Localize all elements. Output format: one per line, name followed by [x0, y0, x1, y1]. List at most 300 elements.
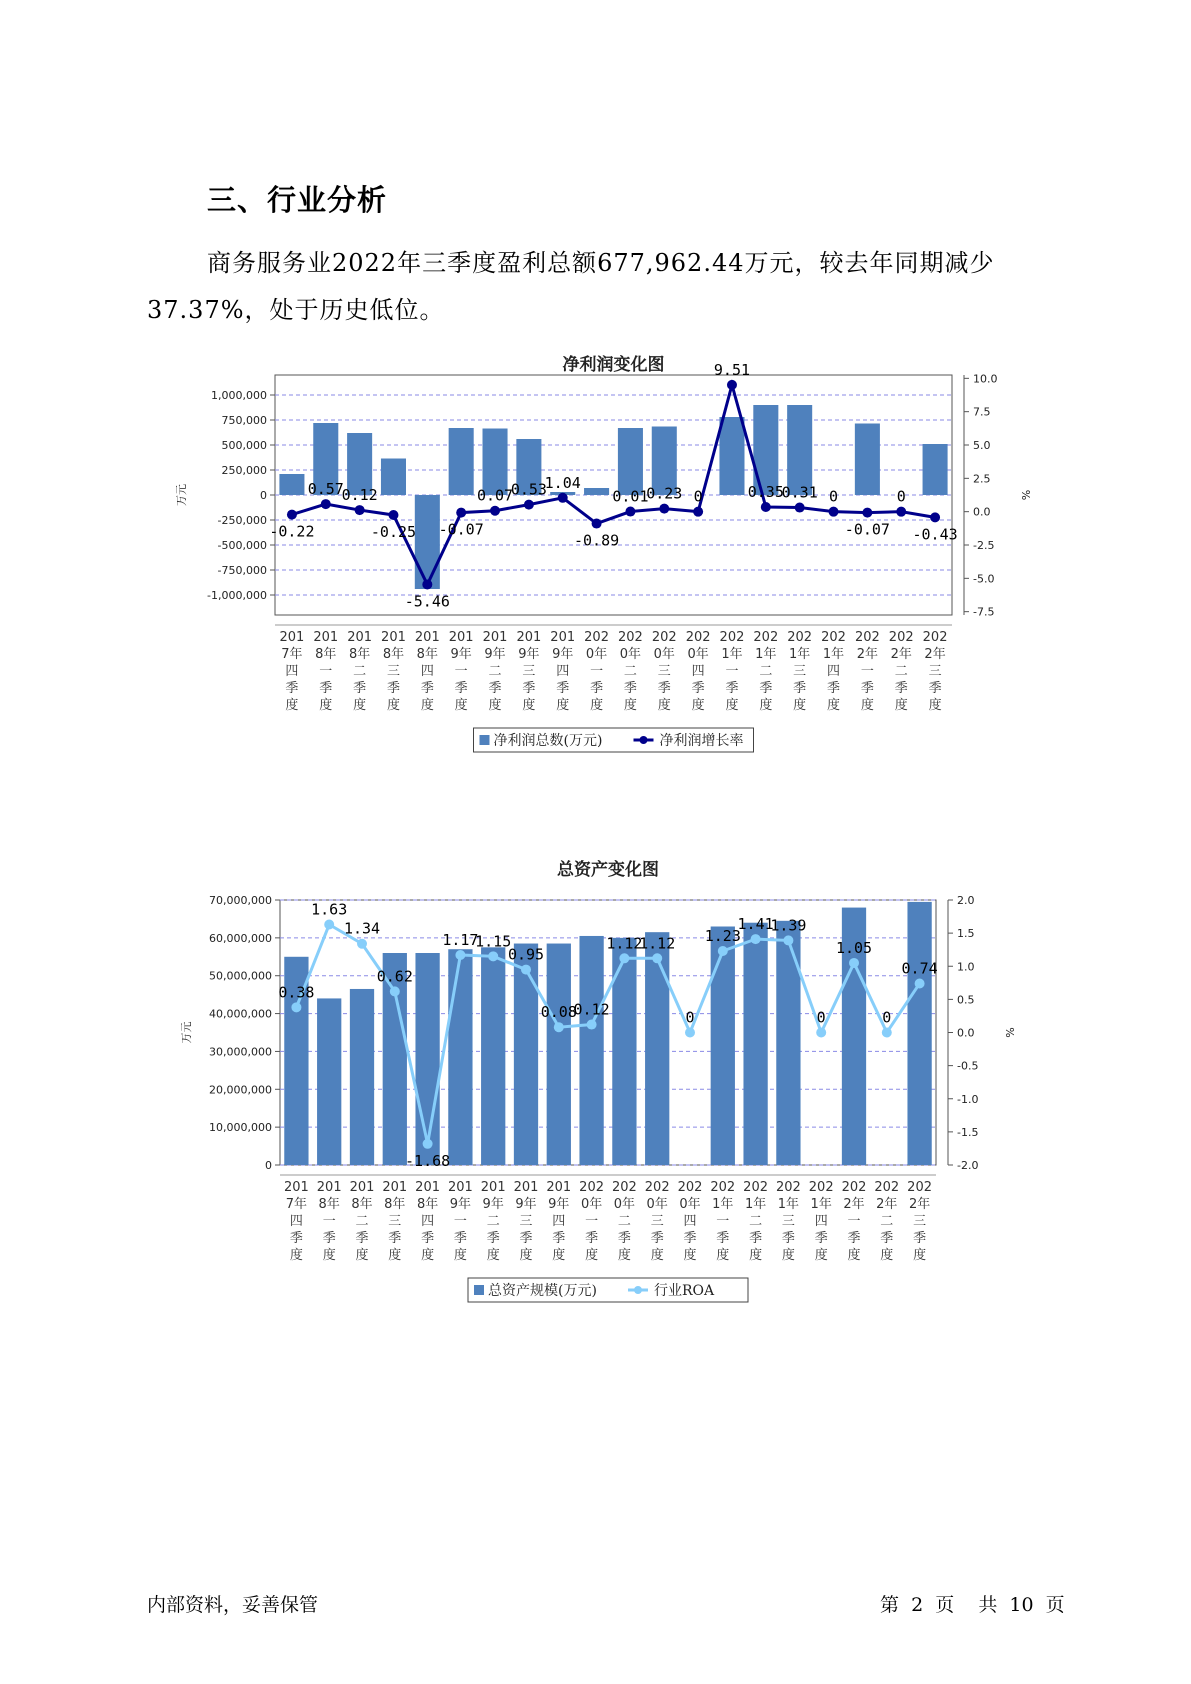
x-tick-label: 度: [716, 1248, 730, 1263]
x-tick-label: 度: [759, 698, 773, 713]
section-heading: 三、行业分析: [207, 183, 388, 217]
x-tick-label: 2年: [856, 647, 879, 662]
data-label: 1.12: [639, 934, 676, 953]
x-tick-label: 季: [814, 1231, 828, 1246]
x-tick-label: 度: [590, 698, 604, 713]
bar: [645, 932, 669, 1165]
x-tick-label: 三: [657, 664, 671, 679]
bar: [584, 488, 609, 495]
legend-swatch-point: [640, 736, 648, 744]
x-tick-label: 202: [854, 630, 880, 645]
x-tick-label: 度: [617, 1248, 631, 1263]
data-label: 0.35: [747, 483, 784, 501]
footer-confidential: 内部资料，妥善保管: [147, 1594, 319, 1616]
y2-tick-label: -2.0: [957, 1159, 979, 1172]
x-tick-label: 202: [888, 630, 914, 645]
bar: [612, 938, 636, 1165]
x-tick-label: 季: [453, 1231, 467, 1246]
series-point: [524, 500, 534, 510]
x-tick-label: 202: [775, 1180, 801, 1195]
data-label: -0.89: [573, 531, 620, 550]
x-tick-label: 201: [550, 630, 576, 645]
x-tick-label: 季: [880, 1231, 894, 1246]
x-tick-label: 201: [382, 1180, 408, 1195]
bar: [547, 944, 571, 1165]
x-tick-label: 季: [928, 681, 942, 696]
x-tick-label: 季: [860, 681, 874, 696]
series-point: [795, 503, 805, 513]
x-tick-label: 季: [289, 1231, 303, 1246]
data-label: 1.17: [442, 930, 479, 949]
x-tick-label: 度: [319, 698, 333, 713]
data-label: 0: [896, 487, 906, 506]
legend-label-bar: 总资产规模(万元): [488, 1283, 597, 1299]
x-tick-label: 度: [453, 1248, 467, 1263]
bar: [514, 944, 538, 1165]
x-tick-label: 三: [793, 664, 807, 679]
x-tick-label: 季: [386, 681, 400, 696]
x-tick-label: 1年: [744, 1197, 767, 1212]
x-tick-label: 季: [913, 1231, 927, 1246]
bar: [449, 428, 474, 495]
x-tick-label: 季: [353, 681, 367, 696]
data-label: 1.15: [475, 932, 512, 951]
y-tick-label: 1,000,000: [211, 389, 267, 402]
x-tick-label: 202: [808, 1180, 834, 1195]
x-tick-label: 度: [519, 1248, 533, 1263]
y-tick-label: 70,000,000: [209, 894, 272, 907]
x-tick-label: 202: [677, 1180, 703, 1195]
series-point: [693, 507, 703, 517]
x-tick-label: 一: [725, 664, 739, 679]
x-tick-label: 8年: [384, 1197, 406, 1212]
legend-swatch-bar: [474, 1285, 484, 1295]
x-tick-label: 201: [283, 1180, 309, 1195]
x-tick-label: 202: [618, 630, 643, 645]
x-tick-label: 二: [617, 1214, 631, 1229]
y2-tick-label: 10.0: [973, 372, 998, 386]
x-tick-label: 度: [894, 698, 908, 713]
y-tick-label: -1,000,000: [207, 589, 267, 602]
x-tick-label: 季: [590, 681, 604, 696]
series-point: [882, 1028, 892, 1038]
x-tick-label: 0年: [653, 647, 675, 662]
series-point: [422, 579, 432, 589]
x-tick-label: 季: [793, 681, 807, 696]
page-label-mid: 页: [935, 1594, 955, 1616]
x-tick-label: 201: [482, 630, 508, 645]
x-tick-label: 二: [355, 1214, 369, 1229]
legend-label-line: 净利润增长率: [659, 733, 744, 749]
series-point: [388, 510, 398, 520]
x-tick-label: 8年: [315, 647, 337, 662]
x-tick-label: 度: [421, 1248, 435, 1263]
bar: [855, 424, 880, 496]
y2-tick-label: -7.5: [973, 605, 995, 619]
data-label: -0.43: [912, 525, 958, 544]
net-profit-chart: [0, 350, 1191, 820]
y2-tick-label: 0.0: [957, 1026, 975, 1040]
data-label: -0.25: [370, 523, 417, 541]
x-tick-label: 季: [355, 1231, 369, 1246]
data-label: 0.53: [510, 480, 547, 499]
x-tick-label: 8年: [416, 647, 438, 662]
series-point: [587, 1020, 597, 1030]
y2-tick-label: 7.5: [973, 405, 991, 419]
x-tick-label: 202: [719, 630, 745, 645]
x-tick-label: 度: [353, 698, 367, 713]
x-tick-label: 202: [579, 1180, 605, 1195]
x-tick-label: 8年: [348, 647, 371, 662]
x-tick-label: 8年: [382, 647, 405, 662]
bar: [350, 989, 374, 1165]
series-point: [455, 950, 465, 960]
x-tick-label: 202: [874, 1180, 900, 1195]
x-tick-label: 度: [388, 1248, 402, 1263]
x-tick-label: 2年: [924, 647, 946, 662]
data-label: 0.12: [573, 1000, 610, 1019]
x-tick-label: 度: [556, 698, 570, 713]
series-point: [685, 1028, 695, 1038]
x-tick-label: 季: [486, 1231, 500, 1246]
data-label: 1.34: [343, 919, 381, 938]
x-tick-label: 一: [454, 664, 468, 679]
total-label-pre: 共: [978, 1594, 998, 1616]
x-tick-label: 201: [347, 630, 373, 645]
series-point: [558, 493, 568, 503]
total-label-post: 页: [1045, 1594, 1065, 1616]
x-tick-label: 202: [787, 630, 813, 645]
x-tick-label: 0年: [646, 1197, 668, 1212]
x-tick-label: 季: [522, 681, 536, 696]
y-tick-label: 500,000: [221, 439, 267, 452]
x-tick-label: 度: [793, 698, 807, 713]
x-tick-label: 201: [349, 1180, 375, 1195]
series-point: [862, 508, 872, 518]
y-tick-label: 30,000,000: [209, 1045, 272, 1059]
x-tick-label: 四: [289, 1214, 303, 1229]
x-tick-label: 202: [584, 630, 609, 645]
data-label: 0.62: [376, 967, 413, 986]
x-tick-label: 1年: [721, 647, 743, 662]
section-paragraph: 商务服务业2022年三季度盈利总额677,962.44万元，较去年同期减少37.37%，处于历史低位。: [147, 249, 995, 324]
x-tick-label: 8年: [416, 1197, 439, 1212]
x-tick-label: 二: [880, 1214, 894, 1229]
series-point: [592, 519, 602, 529]
x-tick-label: 201: [448, 630, 474, 645]
x-tick-label: 四: [827, 664, 841, 679]
bar: [279, 474, 304, 495]
y2-axis-title: %: [1019, 489, 1032, 501]
y2-tick-label: 0.0: [973, 505, 991, 519]
series-point: [930, 512, 940, 522]
x-tick-label: 季: [322, 1231, 336, 1246]
y-tick-label: -500,000: [217, 539, 267, 552]
x-tick-label: 1年: [777, 1197, 800, 1212]
chart-title: 总资产变化图: [557, 860, 659, 880]
x-tick-label: 季: [488, 681, 502, 696]
data-label: 1.23: [704, 927, 741, 946]
x-tick-label: 度: [420, 698, 434, 713]
series-point: [816, 1028, 826, 1038]
x-tick-label: 度: [880, 1248, 894, 1263]
x-tick-label: 季: [749, 1231, 763, 1246]
x-tick-label: 1年: [789, 647, 811, 662]
x-tick-label: 2年: [876, 1197, 898, 1212]
series-point: [357, 939, 367, 949]
series-point: [287, 510, 297, 520]
x-tick-label: 202: [821, 630, 846, 645]
series-point: [355, 505, 365, 515]
legend-swatch-point: [634, 1286, 642, 1294]
bar: [618, 428, 643, 495]
x-tick-label: 三: [928, 664, 942, 679]
x-tick-label: 季: [759, 681, 773, 696]
y2-tick-label: -2.5: [973, 539, 995, 552]
series-point: [321, 499, 331, 509]
y2-tick-label: 2.0: [957, 894, 975, 907]
series-point: [521, 965, 531, 975]
x-tick-label: 季: [552, 1231, 566, 1246]
x-tick-label: 一: [319, 664, 333, 679]
x-tick-label: 度: [725, 698, 739, 713]
y-tick-label: 10,000,000: [209, 1121, 272, 1135]
x-tick-label: 三: [913, 1214, 927, 1229]
x-tick-label: 202: [611, 1180, 637, 1195]
series-point: [751, 934, 761, 944]
x-tick-label: 四: [556, 664, 570, 679]
x-tick-label: 度: [322, 1248, 336, 1263]
x-tick-label: 度: [488, 698, 502, 713]
series-point: [896, 507, 906, 517]
x-tick-label: 202: [685, 630, 711, 645]
x-tick-label: 二: [353, 664, 367, 679]
x-tick-label: 度: [623, 698, 637, 713]
x-tick-label: 四: [420, 664, 434, 679]
chart-title: 净利润变化图: [562, 355, 665, 375]
x-tick-label: 201: [480, 1180, 506, 1195]
data-label: -0.07: [844, 520, 890, 539]
x-tick-label: 度: [847, 1248, 861, 1263]
x-tick-label: 201: [415, 1180, 441, 1195]
data-label: -0.07: [438, 520, 484, 539]
bar: [711, 927, 735, 1166]
data-label: 0: [829, 487, 839, 506]
y2-tick-label: -0.5: [957, 1059, 979, 1073]
bar: [481, 947, 505, 1165]
x-tick-label: 7年: [281, 647, 303, 662]
bar: [907, 902, 931, 1165]
x-tick-label: 202: [841, 1180, 867, 1195]
x-tick-label: 度: [657, 698, 671, 713]
series-point: [324, 920, 334, 930]
series-point: [423, 1139, 433, 1149]
series-point: [619, 953, 629, 963]
data-label: 0.07: [476, 486, 514, 505]
x-tick-label: 8年: [318, 1197, 340, 1212]
x-tick-label: 201: [279, 630, 305, 645]
bar: [483, 429, 508, 496]
x-tick-label: 8年: [351, 1197, 373, 1212]
series-point: [829, 507, 839, 517]
x-tick-label: 季: [388, 1231, 402, 1246]
x-tick-label: 度: [355, 1248, 369, 1263]
x-tick-label: 9年: [515, 1197, 537, 1212]
data-label: 0: [685, 1008, 695, 1027]
x-tick-label: 四: [285, 664, 299, 679]
x-tick-label: 度: [285, 698, 299, 713]
x-tick-label: 0年: [613, 1197, 636, 1212]
x-tick-label: 二: [623, 664, 637, 679]
series-point: [291, 1002, 301, 1012]
x-tick-label: 季: [585, 1231, 599, 1246]
data-label: 0: [882, 1008, 892, 1027]
x-tick-label: 201: [313, 630, 339, 645]
bar: [415, 953, 439, 1165]
x-tick-label: 三: [386, 664, 400, 679]
x-tick-label: 201: [447, 1180, 473, 1195]
x-tick-label: 度: [650, 1248, 664, 1263]
x-tick-label: 度: [928, 698, 942, 713]
x-tick-label: 季: [319, 681, 333, 696]
y-tick-label: 50,000,000: [209, 969, 272, 983]
bar: [743, 923, 767, 1165]
x-tick-label: 201: [513, 1180, 539, 1195]
y2-tick-label: 5.0: [973, 439, 991, 452]
x-tick-label: 202: [743, 1180, 769, 1195]
data-label: 0: [816, 1008, 826, 1027]
x-tick-label: 季: [847, 1231, 861, 1246]
x-tick-label: 二: [486, 1214, 500, 1229]
x-tick-label: 9年: [450, 647, 472, 662]
x-tick-label: 0年: [580, 1197, 603, 1212]
x-tick-label: 202: [644, 1180, 670, 1195]
x-tick-label: 201: [316, 1180, 342, 1195]
x-tick-label: 201: [381, 630, 406, 645]
x-tick-label: 二: [894, 664, 908, 679]
y-tick-label: 0: [260, 489, 267, 502]
y-tick-label: 60,000,000: [209, 931, 272, 945]
x-tick-label: 季: [420, 681, 434, 696]
data-label: 0.01: [612, 487, 649, 506]
x-tick-label: 季: [691, 681, 705, 696]
page-number: 2: [911, 1594, 924, 1616]
x-tick-label: 二: [488, 664, 502, 679]
x-tick-label: 202: [651, 630, 677, 645]
data-label: 0.23: [646, 484, 683, 503]
x-tick-label: 季: [725, 681, 739, 696]
bar: [448, 949, 472, 1165]
x-tick-label: 三: [522, 664, 536, 679]
data-label: 0: [693, 487, 703, 506]
bar: [787, 405, 812, 495]
y-tick-label: 0: [265, 1159, 272, 1172]
series-point: [488, 951, 498, 961]
data-label: -0.22: [269, 522, 315, 541]
x-tick-label: 三: [650, 1214, 664, 1229]
x-tick-label: 季: [781, 1231, 795, 1246]
x-tick-label: 度: [749, 1248, 763, 1263]
x-tick-label: 季: [285, 681, 299, 696]
bar: [381, 459, 406, 496]
x-tick-label: 季: [657, 681, 671, 696]
series-point: [849, 958, 859, 968]
x-tick-label: 季: [894, 681, 908, 696]
x-tick-label: 季: [454, 681, 468, 696]
x-tick-label: 四: [691, 664, 705, 679]
series-point: [490, 506, 500, 516]
x-tick-label: 2年: [890, 647, 912, 662]
x-tick-label: 1年: [810, 1197, 832, 1212]
x-tick-label: 201: [516, 630, 542, 645]
x-tick-label: 四: [421, 1214, 435, 1229]
data-label: 0.08: [540, 1003, 577, 1022]
data-label: 1.12: [606, 934, 643, 953]
x-tick-label: 季: [617, 1231, 631, 1246]
bar: [579, 936, 603, 1165]
x-tick-label: 一: [453, 1214, 467, 1229]
page-label-pre: 第: [880, 1594, 900, 1616]
footer-page-info: [880, 1590, 1071, 1617]
series-point: [783, 935, 793, 945]
x-tick-label: 1年: [822, 647, 845, 662]
y-tick-label: -750,000: [217, 564, 267, 577]
x-tick-label: 度: [386, 698, 400, 713]
y-tick-label: 250,000: [221, 464, 267, 477]
y-tick-label: -250,000: [217, 514, 267, 527]
x-tick-label: 二: [759, 664, 773, 679]
y2-tick-label: -1.0: [957, 1092, 979, 1106]
data-label: 1.41: [737, 915, 774, 934]
series-point: [727, 380, 737, 390]
x-tick-label: 季: [716, 1231, 730, 1246]
bar: [776, 921, 800, 1165]
data-label: 0.57: [307, 480, 344, 499]
x-tick-label: 202: [753, 630, 779, 645]
y2-tick-label: 0.5: [957, 993, 975, 1007]
x-tick-label: 度: [486, 1248, 500, 1263]
y2-tick-label: 2.5: [973, 472, 991, 486]
x-tick-label: 9年: [518, 647, 540, 662]
series-point: [652, 953, 662, 963]
bar: [415, 495, 440, 589]
data-label: -1.68: [405, 1151, 451, 1170]
x-tick-label: 季: [827, 681, 841, 696]
bar: [317, 998, 341, 1165]
total-assets-chart: [0, 848, 1191, 1308]
legend-label-bar: 净利润总数(万元): [493, 733, 603, 749]
x-tick-label: 四: [814, 1214, 828, 1229]
x-tick-label: 一: [847, 1214, 861, 1229]
series-point: [390, 986, 400, 996]
x-tick-label: 季: [556, 681, 570, 696]
y2-tick-label: 1.5: [957, 927, 975, 941]
data-label: 0.95: [507, 945, 545, 964]
x-tick-label: 202: [907, 1180, 933, 1195]
x-tick-label: 0年: [619, 647, 642, 662]
x-tick-label: 三: [388, 1214, 402, 1229]
x-tick-label: 一: [585, 1214, 599, 1229]
x-tick-label: 度: [289, 1248, 303, 1263]
x-tick-label: 二: [749, 1214, 763, 1229]
x-tick-label: 0年: [679, 1197, 701, 1212]
x-tick-label: 9年: [449, 1197, 472, 1212]
y2-tick-label: -1.5: [957, 1125, 979, 1139]
series-point: [554, 1022, 564, 1032]
x-tick-label: 201: [546, 1180, 572, 1195]
series-point: [718, 946, 728, 956]
x-tick-label: 季: [683, 1231, 697, 1246]
